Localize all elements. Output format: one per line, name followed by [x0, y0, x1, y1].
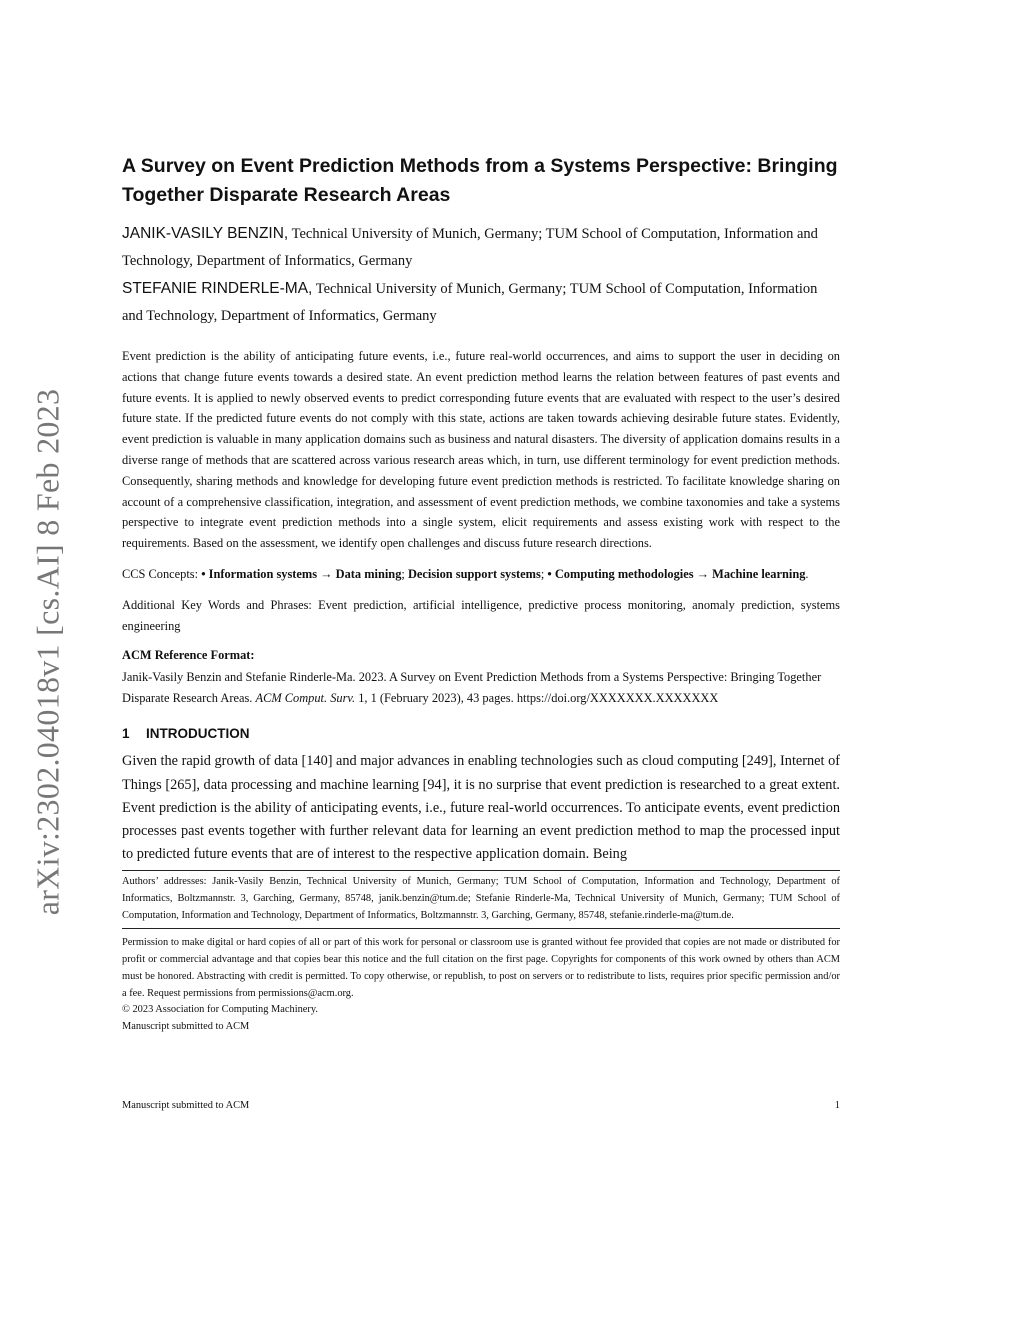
footnote-divider	[122, 870, 840, 871]
ccs-separator: ;	[401, 566, 405, 581]
reference-heading: ACM Reference Format:	[122, 648, 255, 663]
ccs-concepts	[122, 564, 840, 585]
section-heading	[122, 724, 840, 744]
arxiv-identifier: arXiv:2302.04018v1 [cs.AI] 8 Feb 2023	[29, 388, 66, 916]
manuscript-note: Manuscript submitted to ACM	[122, 1021, 250, 1033]
section-number: 1	[122, 726, 130, 742]
paper-page	[122, 152, 840, 1036]
page-footer	[122, 1100, 840, 1111]
reference-journal: ACM Comput. Surv.	[255, 691, 356, 706]
intro-paragraph: Given the rapid growth of data [140] and major advances in enabling technologies such as cloud computing [249], Internet of Things [265], data processing and machine learning [94], it is no surprise that event prediction is researched to a great extent. Event prediction is the ability of anticipating events, i.e., future real-world occurrences. To anticipate events, event prediction processes past events together with further relevant data for learning an event prediction method to map the processed input to predicted future events that are of interest to the respective application domain. Being	[122, 753, 840, 863]
permission-divider	[122, 928, 840, 929]
ccs-separator: ;	[540, 566, 545, 581]
copyright-notice: © 2023 Association for Computing Machinery.	[122, 1004, 318, 1016]
author-affiliation: Technical University of Munich, Germany; TUM School of Computation, Information and Technology, Department of Informatics, Germany	[122, 281, 818, 324]
ccs-bullet: •	[201, 566, 206, 581]
ccs-concept: Decision support systems	[407, 566, 541, 581]
footer-text: Manuscript submitted to ACM	[122, 1100, 250, 1111]
reference-format	[122, 667, 840, 709]
ccs-concept: Information systems → Data mining	[208, 566, 402, 581]
page-number: 1	[834, 1100, 840, 1111]
abstract: Event prediction is the ability of anticipating future events, i.e., future real-world occurrences, and aims to support the user in deciding on actions that change future events towards a desired state. An event prediction method learns the relation between features of past events and future events. It is applied to newly observed events to predict corresponding future events that are evaluated with respect to the user’s desired future state. If the predicted future events do not comply with this state, actions are taken towards achieving desirable future states. Evidently, event prediction is valuable in many application domains such as business and natural disasters. The diversity of application domains results in a diverse range of methods that are scattered across various research areas which, in turn, use different terminology for event prediction methods. Consequently, sharing methods and knowledge for developing future event prediction methods is restricted. To facilitate knowledge sharing on account of a comprehensive classification, integration, and assessment of event prediction methods, we combine taxonomies and take a systems perspective to integrate event prediction methods into a single system, elicit requirements and assess existing work with respect to the requirements. Based on the assessment, we identify open challenges and discuss future research directions.	[122, 349, 840, 551]
ccs-label: CCS Concepts:	[122, 566, 199, 581]
paper-title: A Survey on Event Prediction Methods from a Systems Perspective: Bringing Together Disparate Research Areas	[122, 155, 838, 206]
ccs-concept: Computing methodologies → Machine learning	[554, 566, 806, 581]
author-affiliation: Technical University of Munich, Germany; TUM School of Computation, Information and Technology, Department of Informatics, Germany	[122, 226, 818, 269]
arxiv-sidebar	[28, 372, 68, 932]
ccs-end: .	[805, 566, 809, 581]
authors-addresses: Authors’ addresses: Janik-Vasily Benzin, Technical University of Munich, Germany; TUM School of Computation, Information and Technology, Department of Informatics, Boltzmannstr. 3, Garching, Germany, 85748, janik.benzin@tum.de; Stefanie Rinderle-Ma, Technical University of Munich, Germany; TUM School of Computation, Information and Technology, Department of Informatics, Boltzmannstr. 3, Garching, Germany, 85748, stefanie.rinderle-ma@tum.de.	[122, 876, 840, 921]
author-block	[122, 275, 840, 330]
section-title: INTRODUCTION	[146, 726, 250, 742]
ccs-bullet: •	[547, 566, 552, 581]
author-name: JANIK-VASILY BENZIN,	[122, 225, 289, 242]
author-name: STEFANIE RINDERLE-MA,	[122, 280, 313, 297]
reference-details: 1, 1 (February 2023), 43 pages. https://doi.org/XXXXXXX.XXXXXXX	[358, 691, 719, 706]
permission-notice: Permission to make digital or hard copies of all or part of this work for personal or classroom use is granted without fee provided that copies are not made or distributed for profit or commercial advantage and that copies bear this notice and the full citation on the first page. Copyrights for components of this work owned by others than ACM must be honored. Abstracting with credit is permitted. To copy otherwise, or republish, to post on servers or to redistribute to lists, requires prior specific permission and/or a fee. Request permissions from permissions@acm.org.	[122, 937, 840, 999]
keywords: Additional Key Words and Phrases: Event prediction, artificial intelligence, predictive process monitoring, anomaly prediction, systems engineering	[122, 597, 840, 633]
reference-text: Janik-Vasily Benzin and Stefanie Rinderle-Ma. 2023. A Survey on Event Prediction Methods from a Systems Perspective: Bringing Together Disparate Research Areas.	[122, 670, 822, 706]
author-block	[122, 220, 840, 275]
